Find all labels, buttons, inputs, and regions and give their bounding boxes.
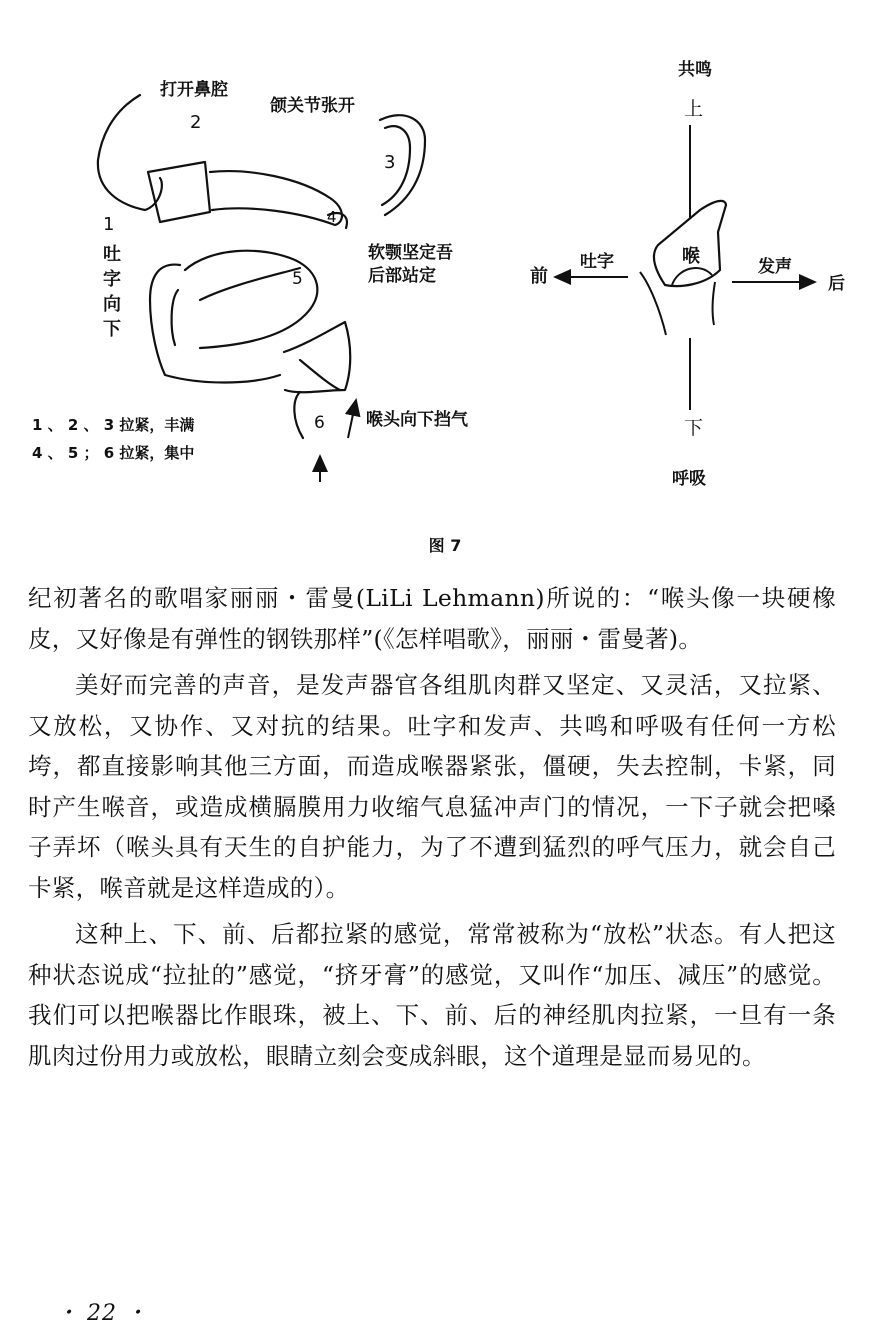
paragraph-3: 这种上、下、前、后都拉紧的感觉，常常被称为“放松”状态。有人把这种状态说成“拉扯的”感觉，“挤牙膏”的感觉，又叫作“加压、减压”的感觉。我们可以把喉器比作眼珠，被上、下、前、后的神经肌肉拉紧，一旦有一条肌肉过份用力或放松，眼睛立刻会变成斜眼，这个道理是显而易见的。 xyxy=(28,920,836,1070)
figure-caption: 图 7 xyxy=(428,536,462,555)
label-num1: 1 xyxy=(103,214,115,235)
page-number: ・ 22 ・ xyxy=(56,1301,148,1326)
label-num6: 6 xyxy=(314,413,325,433)
label-larynx-down: 喉头向下挡气 xyxy=(366,410,468,430)
legend-line-2: 4 、 5 ； 6 拉紧，集中 xyxy=(32,444,195,462)
right-labels xyxy=(530,59,845,489)
label-num4: 4 xyxy=(327,208,337,226)
label-back: 后 xyxy=(828,274,845,294)
label-down: 下 xyxy=(684,417,704,439)
left-arrows xyxy=(320,400,356,482)
label-spit-2: 字 xyxy=(103,269,121,290)
label-voice: 发声 xyxy=(758,257,792,277)
label-jaw: 颌关节张开 xyxy=(270,96,355,116)
paragraph-1: 纪初著名的歌唱家丽丽・雷曼(LiLi Lehmann)所说的：“喉头像一块硬橡皮，又好像是有弹性的钢铁那样”(《怎样唱歌》，丽丽・雷曼著)。 xyxy=(28,584,836,653)
label-spit-4: 下 xyxy=(103,319,121,340)
left-labels xyxy=(32,79,469,463)
figure-7-diagram xyxy=(0,0,890,520)
label-spit-3: 向 xyxy=(103,294,121,315)
label-nasal: 打开鼻腔 xyxy=(160,80,228,100)
label-resonance: 共鸣 xyxy=(678,60,712,80)
label-soft-palate-1: 软颚坚定吾 xyxy=(368,243,453,263)
label-num3: 3 xyxy=(384,152,396,173)
label-num5: 5 xyxy=(292,269,303,289)
label-soft-palate-2: 后部站定 xyxy=(368,266,436,286)
legend-line-1: 1 、 2 、 3 拉紧，丰满 xyxy=(32,416,195,434)
label-num2: 2 xyxy=(190,112,202,133)
label-up: 上 xyxy=(684,98,704,120)
paragraph-2: 美好而完善的声音，是发声器官各组肌肉群又坚定、又灵活，又拉紧、又放松，又协作、又对抗的结果。吐字和发声、共鸣和呼吸有任何一方松垮，都直接影响其他三方面，而造成喉器紧张，僵硬，失去控制，卡紧，同时产生喉音，或造成横膈膜用力收缩气息猛冲声门的情况，一下子就会把嗓子弄坏（喉头具有天生的自护能力，为了不遭到猛烈的呼气压力，就会自己卡紧，喉音就是这样造成的）。 xyxy=(28,671,836,902)
label-front: 前 xyxy=(530,266,548,287)
body-text xyxy=(28,578,836,1082)
label-throat: 喉 xyxy=(682,246,700,267)
label-spit: 吐字 xyxy=(580,252,614,272)
label-spit-1: 吐 xyxy=(103,244,121,265)
label-breath: 呼吸 xyxy=(672,469,706,489)
